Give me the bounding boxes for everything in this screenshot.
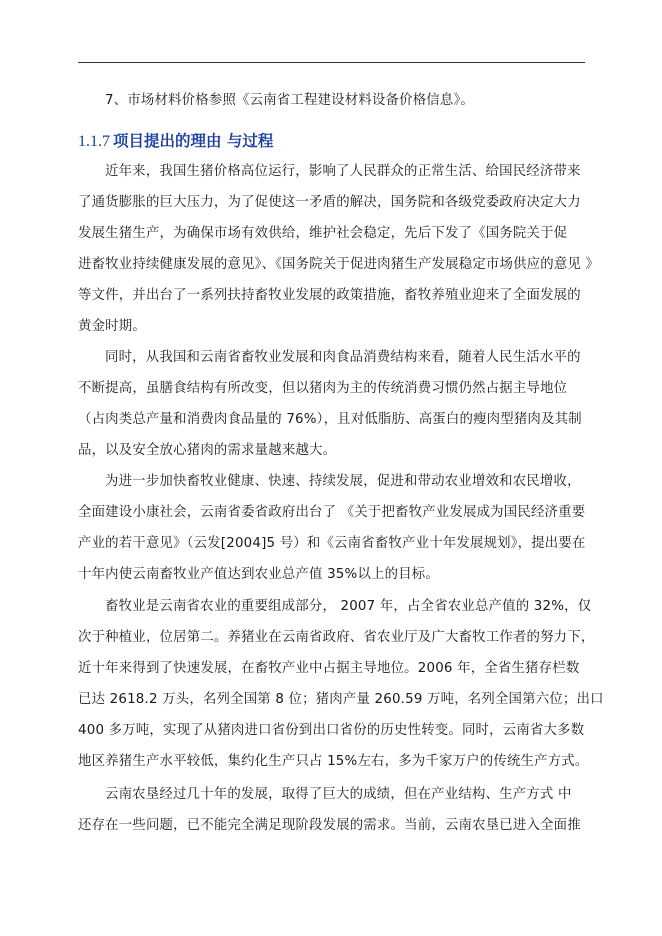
body-line: 品，以及安全放心猪肉的需求量越来越大。 (78, 443, 337, 458)
body-line: 不断提高，虽膳食结构有所改变，但以猪肉为主的传统消费习惯仍然占据主导地位 (78, 381, 568, 396)
body-line: 近年来，我国生猪价格高位运行，影响了人民群众的正常生活、给国民经济带来 (105, 164, 581, 179)
body-line: 为进一步加快畜牧业健康、快速、持续发展，促进和带动农业增效和农民增收， (105, 474, 581, 489)
body-line: 产业的若干意见》（云发[2004]5 号）和《云南省畜牧产业十年发展规划》，提出要在 (78, 536, 586, 551)
section-title: 项目提出的理由 与过程 (113, 132, 274, 150)
body-line: 发展生猪生产，为确保市场有效供给，维护社会稳定，先后下发了《国务院关于促 (78, 226, 568, 241)
body-line: 畜牧业是云南省农业的重要组成部分， 2007 年，占全省农业总产值的 32%，仅 (105, 599, 592, 614)
body-line: 已达 2618.2 万头，名列全国第 8 位；猪肉产量 260.59 万吨，名列全国第六位；出口 (78, 692, 604, 707)
body-line: 等文件，并出台了一系列扶持畜牧业发展的政策措施，畜牧养殖业迎来了全面发展的 (78, 288, 581, 303)
body-line: 了通货膨胀的巨大压力，为了促使这一矛盾的解决，国务院和各级党委政府决定大力 (78, 195, 581, 210)
section-number: 1.1.7 (78, 133, 110, 150)
header-rule (78, 62, 585, 63)
body-line: 还存在一些问题，已不能完全满足现阶段发展的需求。当前，云南农垦已进入全面推 (78, 818, 581, 833)
list-item-7: 7、市场材料价格参照《云南省工程建设材料设备价格信息》。 (105, 93, 474, 108)
body-line: （占肉类总产量和消费肉食品量的 76%），且对低脂肪、高蛋白的瘦肉型猪肉及其制 (78, 412, 582, 427)
body-line: 十年内使云南畜牧业产值达到农业总产值 35%以上的目标。 (78, 567, 439, 582)
body-line: 近十年来得到了快速发展，在畜牧产业中占据主导地位。2006 年，全省生猪存栏数 (78, 661, 580, 676)
body-line: 全面建设小康社会，云南省委省政府出台了 《关于把畜牧产业发展成为国民经济重要 (78, 505, 586, 520)
body-line: 进畜牧业持续健康发展的意见》、《国务院关于促进肉猪生产发展稳定市场供应的意见 》 (78, 257, 600, 272)
body-line: 次于种植业，位居第二。养猪业在云南省政府、省农业厅及广大畜牧工作者的努力下， (78, 630, 595, 645)
body-line: 黄金时期。 (78, 319, 146, 334)
body-line: 地区养猪生产水平较低，集约化生产只占 15%左右，多为千家万户的传统生产方式。 (78, 754, 589, 769)
body-line: 同时，从我国和云南省畜牧业发展和肉食品消费结构来看，随着人民生活水平的 (105, 350, 581, 365)
body-line: 云南农垦经过几十年的发展，取得了巨大的成绩，但在产业结构、生产方式 中 (105, 787, 572, 802)
section-heading (78, 129, 273, 151)
body-line: 400 多万吨，实现了从猪肉进口省份到出口省份的历史性转变。同时，云南省大多数 (78, 723, 585, 738)
